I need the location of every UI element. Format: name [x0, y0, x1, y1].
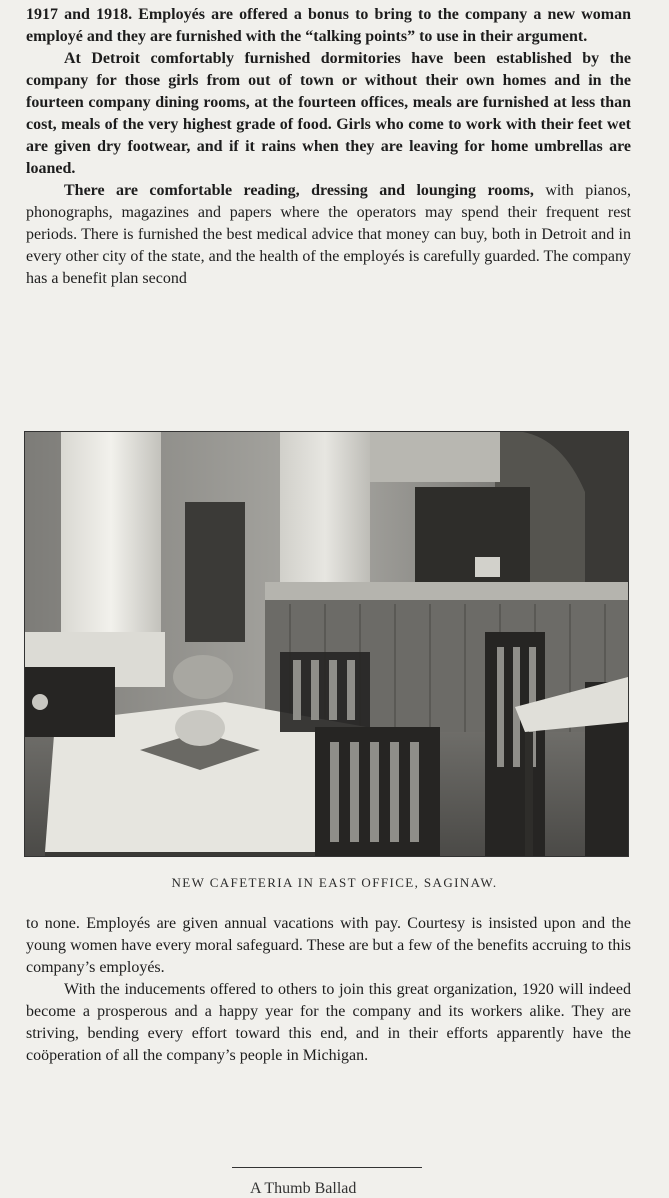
- reading-rooms-rest: with pianos, phonographs, magazines and papers where the operators may spend their frequent rest periods. There is furnished the best medical advice that money can buy, both in Detroit and in every other city of the state, and the health of the employés is carefully guarded. The company has a benefit plan second: [26, 182, 631, 287]
- paragraph-reading-rooms: [26, 180, 631, 290]
- paragraph-inducements: With the inducements offered to others to join this great organization, 1920 will indeed become a prosperous and a happy year for the company and its workers alike. They are striving, bending every effort toward this end, and in their efforts apparently have the coöperation of all the company’s people in Michigan.: [26, 981, 631, 1064]
- cafeteria-photo-illustration: [25, 432, 628, 856]
- top-text-block: [26, 4, 631, 396]
- paragraph-vacations: to none. Employés are given annual vacations with pay. Courtesy is insisted upon and the young women have every moral safeguard. These are but a few of the benefits accruing to this company’s employés.: [26, 915, 631, 976]
- cafeteria-photo: [24, 431, 629, 857]
- next-title-cutoff: A Thumb Ballad: [250, 1180, 357, 1197]
- paragraph-dormitories: At Detroit comfortably furnished dormitories have been established by the company for those girls from out of town or without their own homes and in the fourteen company dining rooms, at the fourteen offices, meals are furnished at less than cost, meals of the very highest grade of food. Girls who come to work with their feet wet are given dry footwear, and if it rains when they are leaving for home umbrellas are loaned.: [26, 50, 631, 177]
- paragraph-bonus: 1917 and 1918. Employés are offered a bonus to bring to the company a new woman employé and they are furnished with the “talking points” to use in their argument.: [26, 6, 631, 45]
- bottom-text-block: [26, 913, 631, 1067]
- section-divider: [232, 1167, 422, 1168]
- reading-rooms-lead: There are comfortable reading, dressing and lounging rooms,: [64, 182, 534, 199]
- photo-caption: NEW CAFETERIA IN EAST OFFICE, SAGINAW.: [171, 875, 498, 890]
